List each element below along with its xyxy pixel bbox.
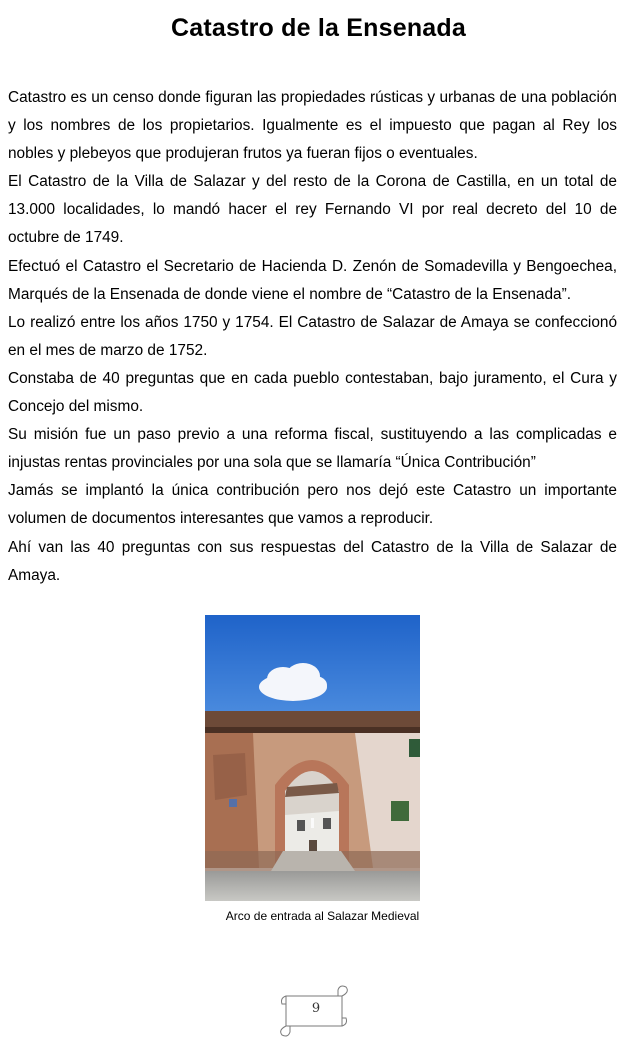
paragraph: El Catastro de la Villa de Salazar y del resto de la Corona de Castilla, en un total de 13.000 localidades, lo mandó hacer el rey Fernando VI por real decreto del 10 de octubre de 1749. [8,173,617,247]
paragraph: Ahí van las 40 preguntas con sus respuestas del Catastro de la Villa de Salazar de Amaya. [8,538,617,584]
image-caption: Arco de entrada al Salazar Medieval [225,909,420,923]
page-title: Catastro de la Ensenada [171,14,466,42]
arch-photo [205,615,420,901]
page-number-scroll [276,984,352,1038]
paragraph: Lo realizó entre los años 1750 y 1754. El Catastro de Salazar de Amaya se confeccionó en el mes de marzo de 1752. [8,313,617,359]
paragraph: Efectuó el Catastro el Secretario de Hacienda D. Zenón de Somadevilla y Bengoechea, Marqués de la Ensenada de donde viene el nombre de “Catastro de la Ensenada”. [8,257,617,303]
page-number: 9 [311,1001,321,1016]
paragraph: Constaba de 40 preguntas que en cada pueblo contestaban, bajo juramento, el Cura y Concejo del mismo. [8,369,617,416]
paragraph: Jamás se implantó la única contribución pero nos dejó este Catastro un importante volumen de documentos interesantes que vamos a reproducir. [8,482,617,528]
body-text [8,84,617,590]
paragraph: Catastro es un censo donde figuran las propiedades rústicas y urbanas de una población y los nombres de los propietarios. Igualmente es el impuesto que pagan al Rey los nobles y plebeyos que produjeran frutos ya fueran fijos o eventuales. [8,89,617,163]
paragraph: Su misión fue un paso previo a una reforma fiscal, sustituyendo a las complicadas e injustas rentas provinciales por una sola que se llamaría “Única Contribución” [8,426,617,472]
